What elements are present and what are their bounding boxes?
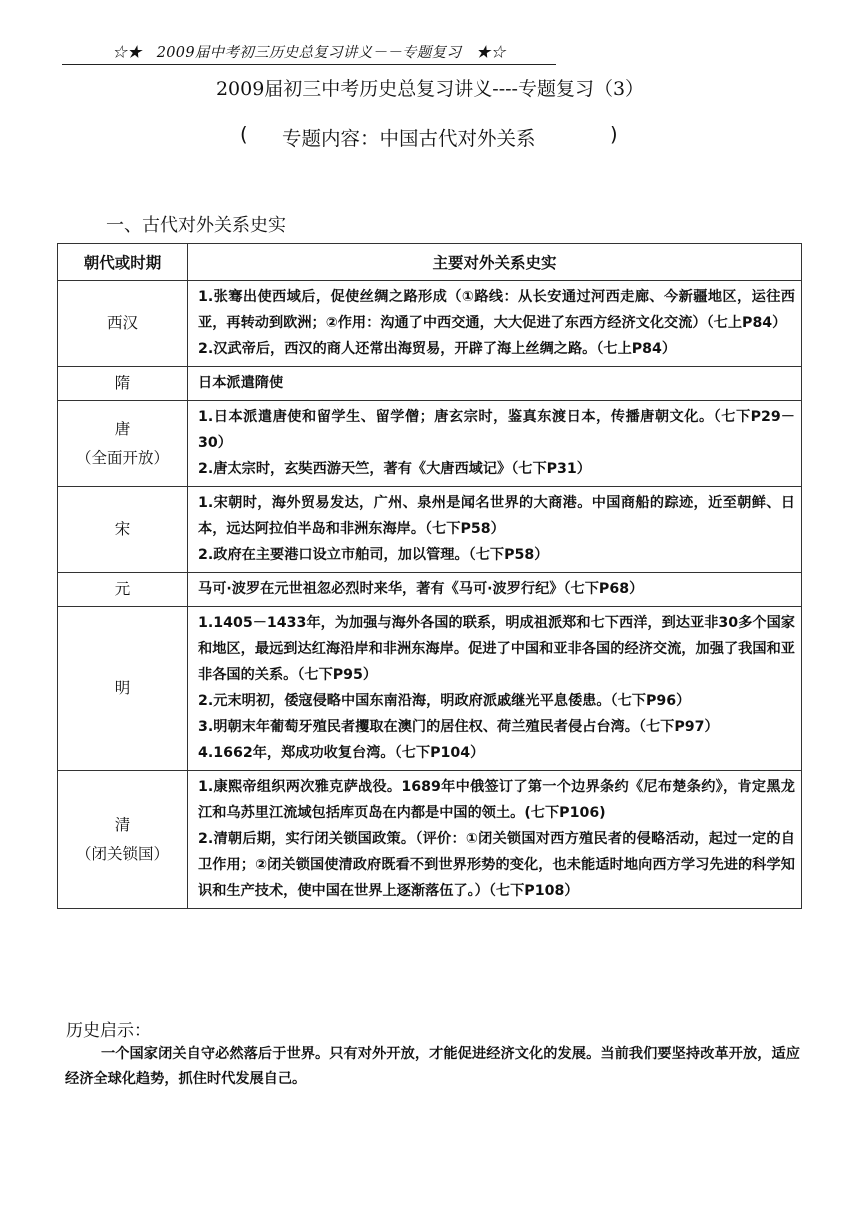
foreign-relations-table (57, 243, 802, 909)
facts-cell (188, 401, 802, 487)
period-cell (58, 487, 188, 573)
facts-cell (188, 573, 802, 607)
period-name: 隋 (114, 374, 131, 392)
facts-cell (188, 771, 802, 909)
period-note: （全面开放） (75, 448, 169, 467)
facts-cell (188, 607, 802, 771)
column-header-period: 朝代或时期 (58, 244, 188, 281)
table-row (58, 487, 802, 573)
subtitle-close-paren: ) (610, 123, 618, 146)
fact-item: 日本派遣隋使 (198, 375, 284, 391)
facts-cell (188, 281, 802, 367)
fact-item: 马可·波罗在元世祖忽必烈时来华，著有《马可·波罗行纪》（七下P68） (198, 581, 644, 597)
fact-item: 2.政府在主要港口设立市舶司，加以管理。（七下P58） (198, 547, 549, 563)
period-cell (58, 401, 188, 487)
fact-item: 2.唐太宗时，玄奘西游天竺，著有《大唐西域记》（七下P31） (198, 461, 591, 477)
table-row (58, 281, 802, 367)
facts-cell (188, 367, 802, 401)
subtitle-open-paren: ( (240, 123, 248, 146)
table-row (58, 401, 802, 487)
insight-label: 历史启示： (66, 1021, 151, 1041)
period-name: 宋 (114, 520, 131, 538)
table-row (58, 607, 802, 771)
fact-item: 2.元末明初，倭寇侵略中国东南沿海，明政府派戚继光平息倭患。（七下P96） (198, 693, 691, 709)
period-cell (58, 771, 188, 909)
table-row (58, 573, 802, 607)
fact-item: 2.汉武帝后，西汉的商人还常出海贸易，开辟了海上丝绸之路。（七上P84） (198, 341, 677, 357)
period-note: （闭关锁国） (75, 844, 169, 863)
period-name: 唐 (114, 419, 131, 438)
facts-cell (188, 487, 802, 573)
fact-item: 1.1405－1433年，为加强与海外各国的联系，明成祖派郑和七下西洋，到达亚非30多个国家和地区，最远到达红海沿岸和非洲东海岸。促进了中国和亚非各国的经济交流，加强了我国和亚非各国的关系。（七下P95） (198, 615, 795, 683)
column-header-facts: 主要对外关系史实 (188, 244, 802, 281)
fact-item: 1.康熙帝组织两次雅克萨战役。1689年中俄签订了第一个边界条约《尼布楚条约》，肯定黑龙江和乌苏里江流域包括库页岛在内都是中国的领土。(七下P106) (198, 779, 795, 821)
table-row (58, 367, 802, 401)
period-name: 元 (114, 580, 131, 598)
section-heading: 一、古代对外关系史实 (106, 215, 286, 236)
fact-item: 1.张骞出使西域后，促使丝绸之路形成（①路线：从长安通过河西走廊、今新疆地区，运往西亚，再转动到欧洲；②作用：沟通了中西交通，大大促进了东西方经济文化交流）（七上P84） (198, 289, 795, 331)
period-cell (58, 281, 188, 367)
period-name: 西汉 (106, 314, 138, 332)
table-header-row (58, 244, 802, 281)
insight-text: 一个国家闭关自守必然落后于世界。只有对外开放，才能促进经济文化的发展。当前我们要坚持改革开放，适应经济全球化趋势，抓住时代发展自己。 (65, 1046, 800, 1087)
fact-item: 4.1662年，郑成功收复台湾。（七下P104） (198, 745, 485, 761)
period-cell (58, 367, 188, 401)
fact-item: 1.日本派遣唐使和留学生、留学僧；唐玄宗时，鉴真东渡日本，传播唐朝文化。（七下P29－30） (198, 409, 795, 451)
table-row (58, 771, 802, 909)
period-cell (58, 573, 188, 607)
period-name: 清 (114, 815, 131, 834)
period-name: 明 (114, 679, 131, 697)
document-title: 2009届初三中考历史总复习讲义----专题复习（3） (215, 78, 645, 100)
period-cell (58, 607, 188, 771)
fact-item: 3.明朝末年葡萄牙殖民者攫取在澳门的居住权、荷兰殖民者侵占台湾。（七下P97） (198, 719, 719, 735)
fact-item: 2.清朝后期，实行闭关锁国政策。（评价：①闭关锁国对西方殖民者的侵略活动，起过一定的自卫作用；②闭关锁国使清政府既看不到世界形势的变化，也未能适时地向西方学习先进的科学知识和生产技术，使中国在世界上逐渐落伍了。）（七下P108） (198, 831, 795, 899)
running-header: ☆★ 2009届中考初三历史总复习讲义－－专题复习 ★☆ (62, 41, 556, 65)
subtitle-text: 专题内容：中国古代对外关系 (282, 127, 536, 150)
fact-item: 1.宋朝时，海外贸易发达，广州、泉州是闻名世界的大商港。中国商船的踪迹，近至朝鲜、日本，远达阿拉伯半岛和非洲东海岸。（七下P58） (198, 495, 795, 537)
